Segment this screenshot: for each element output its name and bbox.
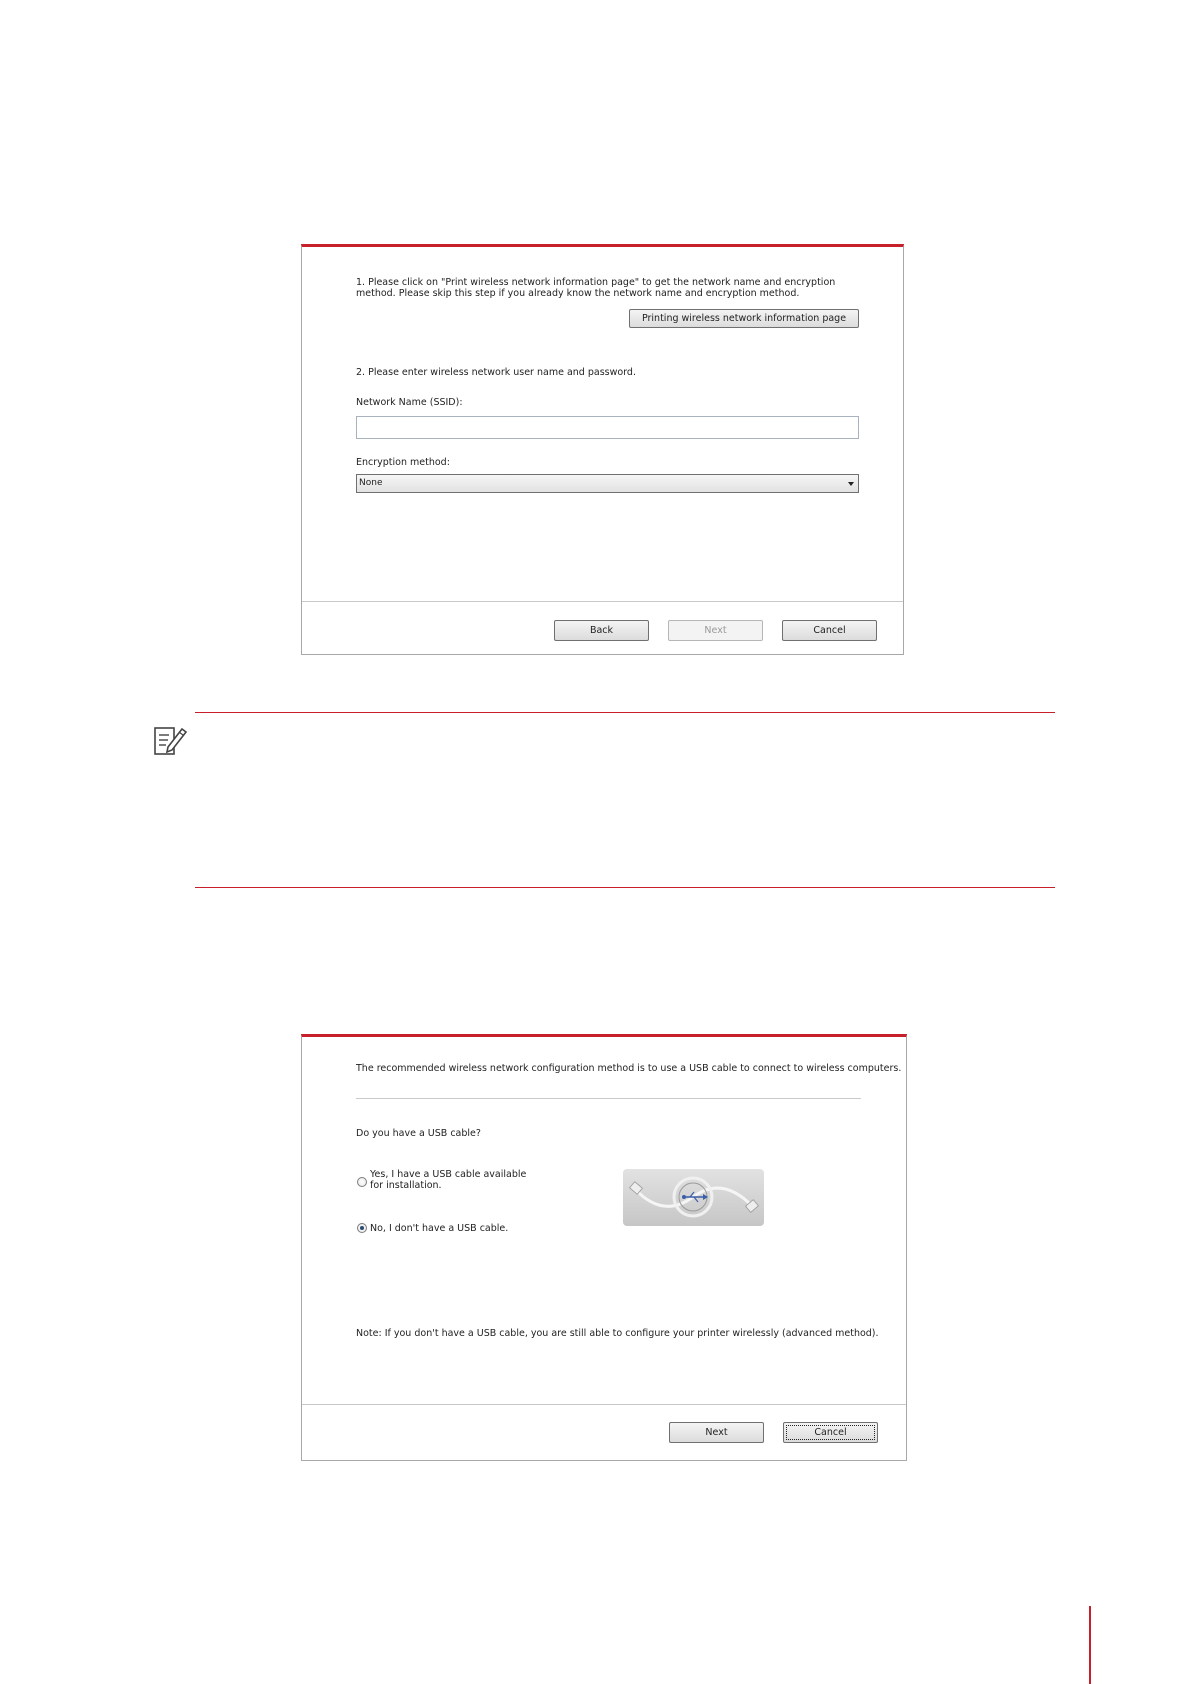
usb-question: Do you have a USB cable? bbox=[356, 1128, 481, 1139]
step1-instructions: 1. Please click on "Print wireless network information page" to get the network name and encryption method. Please skip this step if you already know the network name and encryption method. bbox=[356, 277, 836, 299]
usb-intro-text: The recommended wireless network configuration method is to use a USB cable to connect to wireless computers. bbox=[356, 1063, 902, 1074]
usb-cable-icon bbox=[623, 1169, 764, 1226]
footer-divider bbox=[302, 1404, 906, 1405]
dropdown-arrow-icon bbox=[848, 482, 854, 486]
intro-divider bbox=[356, 1098, 861, 1099]
print-network-info-button[interactable]: Printing wireless network information page bbox=[629, 309, 859, 328]
step2-instructions: 2. Please enter wireless network user name and password. bbox=[356, 367, 636, 378]
note-bottom-rule bbox=[195, 887, 1055, 888]
radio-no-usb[interactable] bbox=[357, 1223, 367, 1233]
cancel-button[interactable]: Cancel bbox=[782, 620, 877, 641]
cancel-button[interactable]: Cancel bbox=[783, 1422, 878, 1443]
note-top-rule bbox=[195, 712, 1055, 713]
footer-divider bbox=[302, 601, 903, 602]
encryption-method-label: Encryption method: bbox=[356, 457, 450, 468]
encryption-method-value: None bbox=[359, 478, 383, 488]
usb-note-text: Note: If you don't have a USB cable, you are still able to configure your printer wirelessly (advanced method). bbox=[356, 1328, 879, 1339]
usb-cable-image bbox=[623, 1169, 764, 1226]
note-pencil-icon bbox=[152, 723, 188, 759]
next-button-disabled[interactable]: Next bbox=[668, 620, 763, 641]
page-edge-marker bbox=[1089, 1606, 1091, 1684]
radio-yes-usb-label[interactable]: Yes, I have a USB cable available for installation. bbox=[370, 1169, 527, 1191]
radio-no-usb-label[interactable]: No, I don't have a USB cable. bbox=[370, 1223, 509, 1234]
network-name-label: Network Name (SSID): bbox=[356, 397, 463, 408]
next-button[interactable]: Next bbox=[669, 1422, 764, 1443]
back-button[interactable]: Back bbox=[554, 620, 649, 641]
network-name-input[interactable] bbox=[356, 416, 859, 439]
radio-yes-usb[interactable] bbox=[357, 1177, 367, 1187]
wireless-settings-dialog bbox=[301, 244, 904, 655]
usb-cable-dialog bbox=[301, 1034, 907, 1461]
encryption-method-select[interactable] bbox=[356, 474, 859, 493]
